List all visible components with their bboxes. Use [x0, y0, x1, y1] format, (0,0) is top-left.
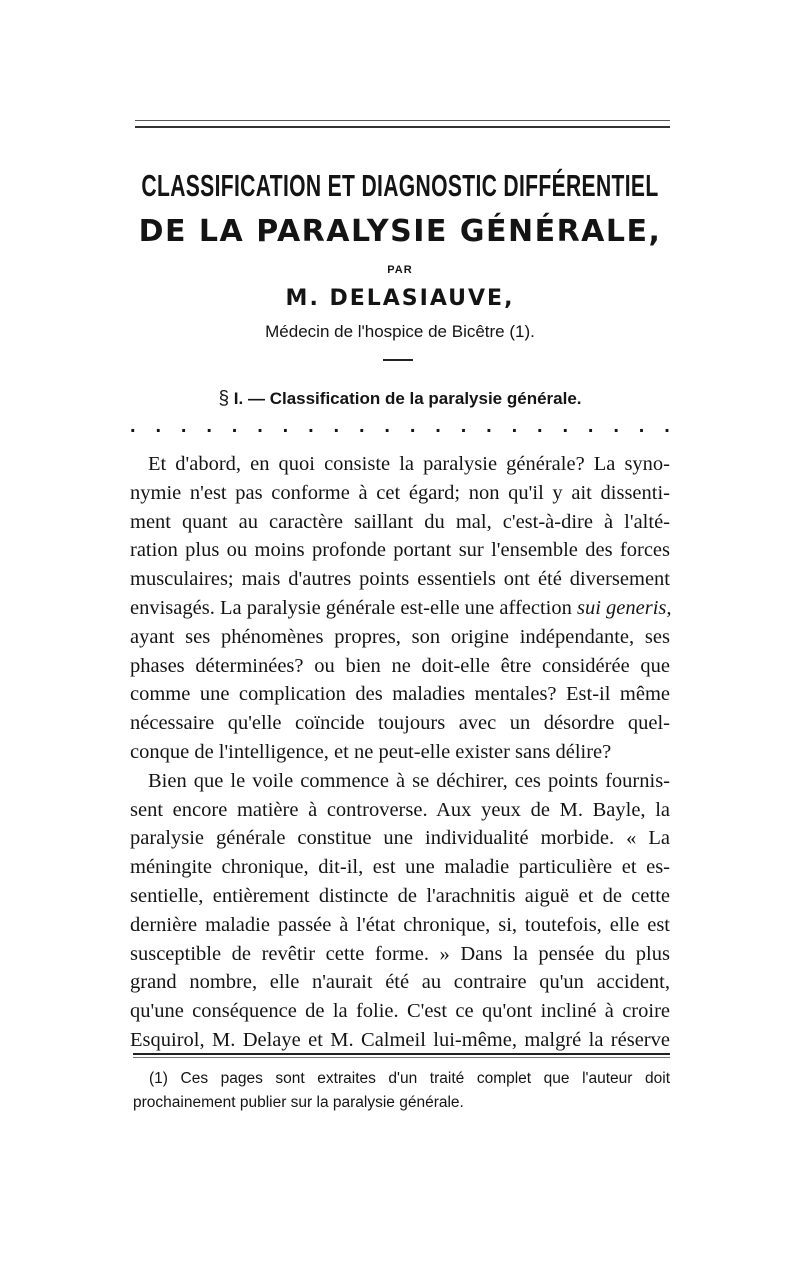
body-line: grand nombre, elle n'aurait été au contraire qu'un accident, — [130, 971, 670, 994]
section-symbol: § — [218, 388, 230, 409]
body-line: ment quant au caractère saillant du mal, c'est-à-dire à l'alté- — [130, 510, 670, 533]
author-name: M. DELASIAUVE, — [285, 286, 515, 311]
ellipsis-dot: . — [460, 415, 467, 437]
footnote-rule-thin — [133, 1057, 670, 1058]
ellipsis-dot: . — [511, 415, 518, 437]
footnote-line: (1) Ces pages sont extraites d'un traité complet que l'auteur doit — [149, 1070, 670, 1087]
author-affiliation: Médecin de l'hospice de Bicêtre (1). — [265, 322, 535, 341]
body-text — [130, 450, 670, 1055]
ellipsis-dot: . — [587, 415, 594, 437]
body-line: musculaires; mais d'autres points essentiels ont été diversement — [130, 568, 670, 591]
body-line: nymie n'est pas conforme à cet égard; non qu'il y ait dissenti- — [130, 481, 670, 504]
section-title: I. — Classification de la paralysie générale. — [233, 389, 582, 408]
header-rule-thin — [135, 120, 670, 121]
body-line-text: envisagés. La paralysie générale est-elle une affection — [130, 596, 577, 619]
body-line: Et d'abord, en quoi consiste la paralysie générale? La syno- — [148, 453, 670, 475]
ellipsis-dot: . — [409, 415, 416, 437]
ellipsis-dot: . — [231, 415, 238, 437]
ellipsis-dot: . — [358, 415, 365, 437]
ellipsis-dot: . — [638, 415, 645, 437]
body-line: conque de l'intelligence, et ne peut-elle exister sans délire? — [130, 740, 612, 763]
body-line: qu'une conséquence de la folie. C'est ce qu'ont incliné à croire — [130, 1000, 670, 1023]
header-rule-thick — [135, 126, 670, 128]
ellipsis-dot: . — [282, 415, 289, 437]
body-line: sentielle, entièrement distincte de l'arachnitis aiguë et de cette — [130, 884, 670, 907]
ellipsis-dot: . — [130, 415, 136, 437]
ellipsis-dot: . — [435, 415, 441, 437]
body-line: phases déterminées? ou bien ne doit-elle être considérée que — [130, 654, 670, 677]
footnote-rule — [133, 1053, 670, 1055]
title-line-1: CLASSIFICATION ET DIAGNOSTIC DIFFÉRENTIEL — [141, 168, 659, 203]
ellipsis-dot: . — [664, 415, 670, 437]
ellipsis-dot: . — [333, 415, 340, 437]
body-line: sent encore matière à controverse. Aux yeux de M. Bayle, la — [130, 798, 670, 821]
ellipsis-dot: . — [257, 415, 263, 437]
body-line: ayant ses phénomènes propres, son origine indépendante, ses — [130, 625, 670, 648]
italic-phrase: sui generis, — [577, 596, 672, 619]
ellipsis-dot: . — [613, 415, 619, 437]
body-line: paralysie générale constitue une individualité morbide. « La — [130, 827, 670, 850]
ellipsis-dot: . — [180, 415, 187, 437]
ellipsis-dot: . — [562, 415, 568, 437]
separator-rule — [383, 359, 413, 361]
section-heading — [0, 388, 800, 410]
ellipsis-dot: . — [308, 415, 314, 437]
by-label: PAR — [387, 264, 413, 276]
ellipsis-dots — [130, 416, 670, 436]
body-line: Esquirol, M. Delaye et M. Calmeil lui-même, malgré la réserve — [130, 1028, 670, 1051]
body-line: ration plus ou moins profonde portant sur l'ensemble des forces — [130, 539, 670, 562]
body-line: nécessaire qu'elle coïncide toujours avec un désordre quel- — [130, 712, 670, 735]
ellipsis-dot: . — [486, 415, 492, 437]
body-line: dernière maladie passée à l'état chronique, si, toutefois, elle est — [130, 913, 670, 936]
footnote-line: prochainement publier sur la paralysie générale. — [133, 1094, 464, 1111]
ellipsis-dot: . — [384, 415, 390, 437]
body-line: méningite chronique, dit-il, est une maladie particulière et es- — [130, 856, 670, 879]
body-line: susceptible de revêtir cette forme. » Dans la pensée du plus — [130, 942, 670, 965]
ellipsis-dot: . — [537, 415, 543, 437]
body-line: Bien que le voile commence à se déchirer, ces points fournis- — [148, 769, 670, 792]
ellipsis-dot: . — [155, 415, 161, 437]
footnote — [133, 1067, 670, 1115]
ellipsis-dot: . — [206, 415, 212, 437]
body-line-with-italic — [130, 594, 670, 623]
body-line: comme une complication des maladies mentales? Est-il même — [130, 683, 670, 706]
title-line-2: DE LA PARALYSIE GÉNÉRALE, — [138, 214, 662, 249]
